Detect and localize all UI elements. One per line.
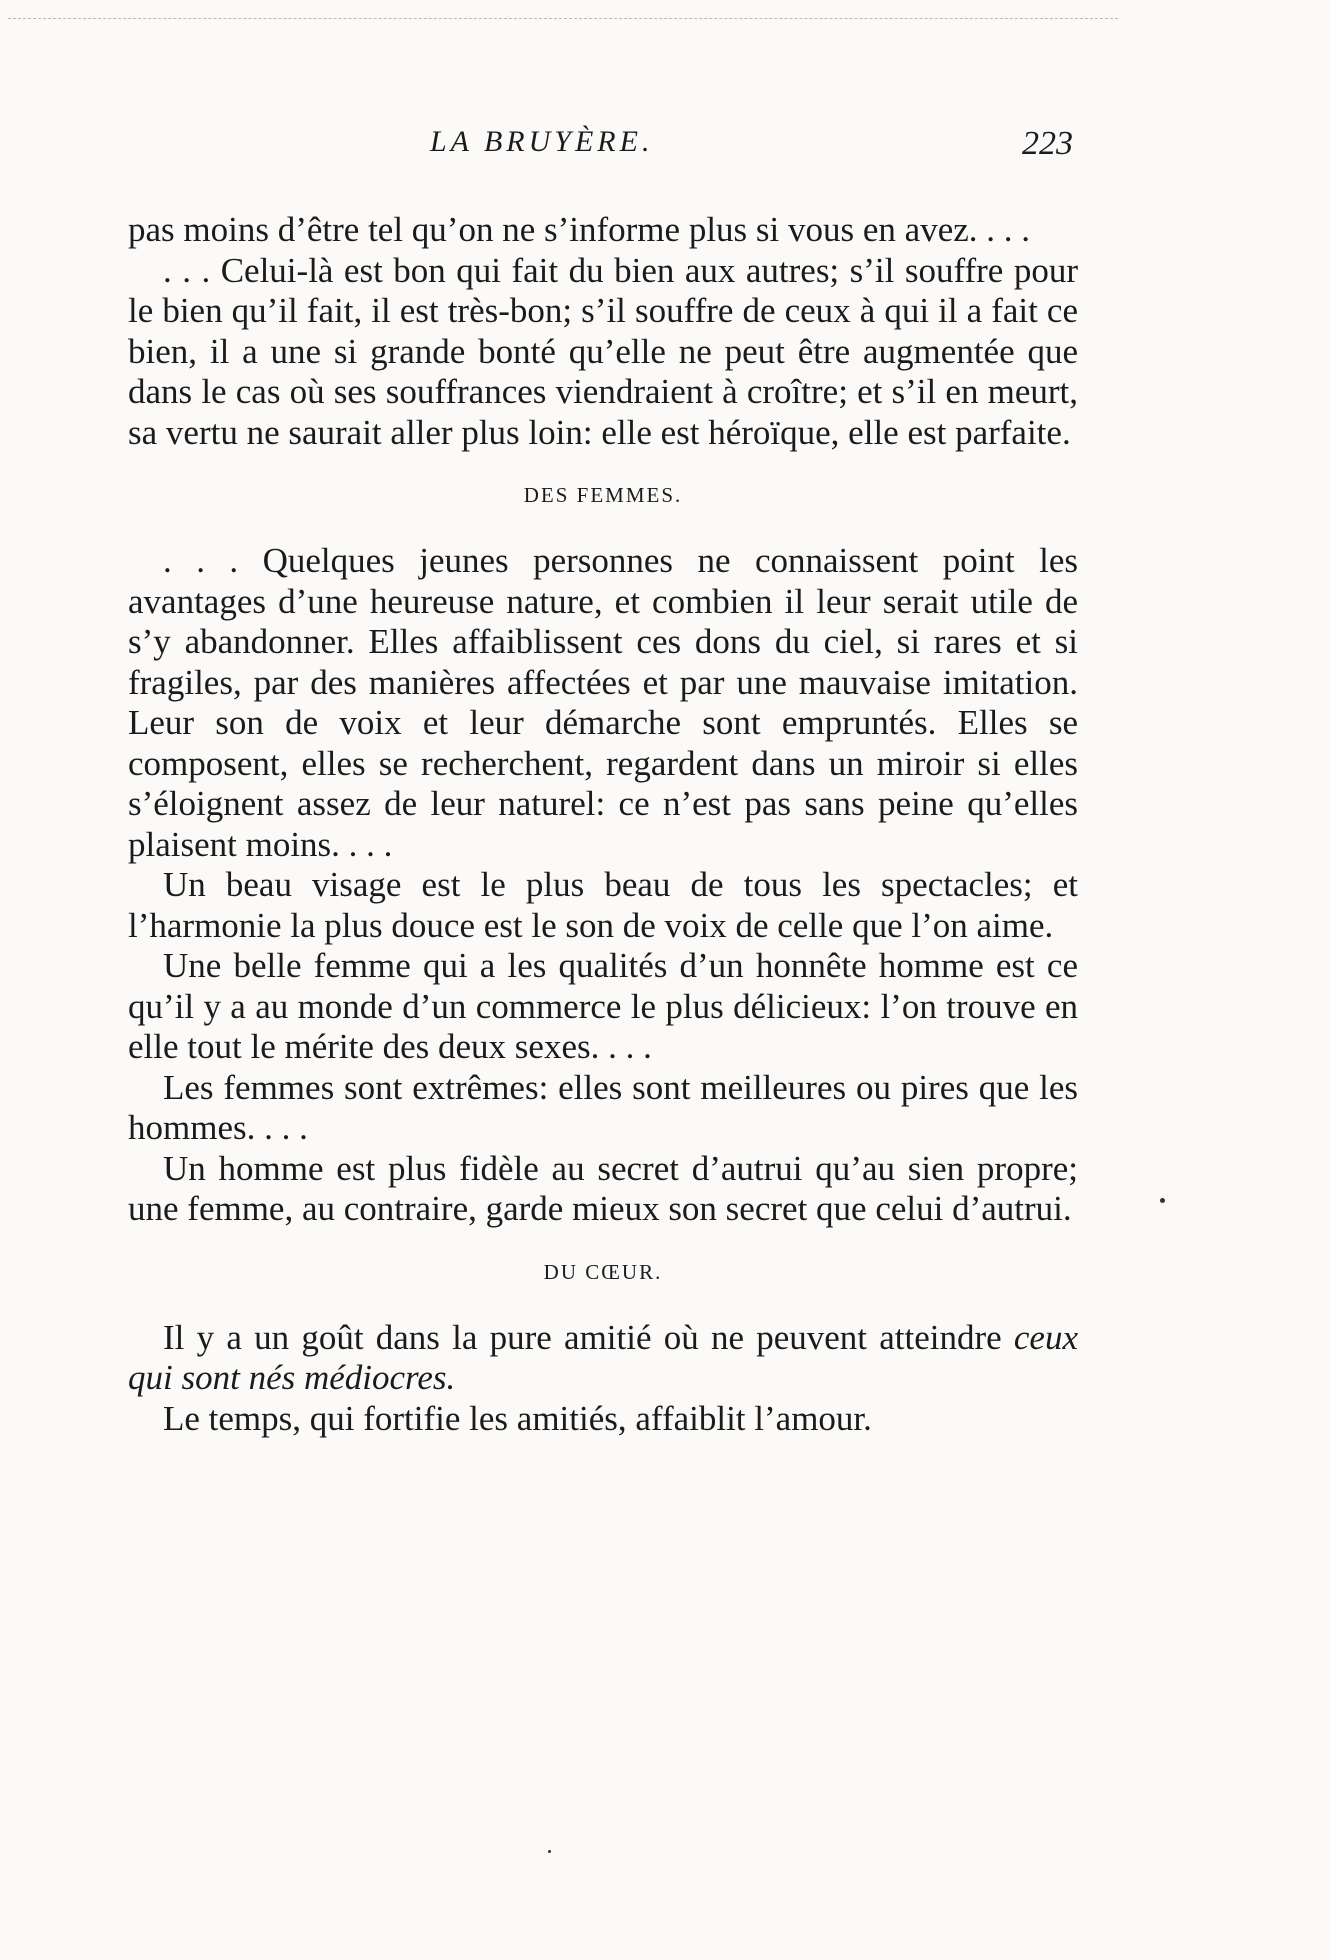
paragraph: Une belle femme qui a les qualités d’un honnête homme est ce qu’il y a au monde d’un commerce le plus délicieux: l’on trouve en elle tout le mérite des deux sexes. . . .: [128, 946, 1078, 1066]
paragraph: . . . Celui-là est bon qui fait du bien aux autres; s’il souffre pour le bien qu’il fait, il est très-bon; s’il souffre de ceux à qui il a fait ce bien, il a une si grande bonté qu’elle ne peut être augmentée que dans le cas où ses souffrances viendraient à croître; et s’il en meurt, sa vertu ne saurait aller plus loin: elle est héroïque, elle est parfaite.: [128, 250, 1078, 452]
section-heading-du-coeur: DU CŒUR.: [543, 1259, 663, 1284]
running-head: [0, 125, 1330, 175]
running-title: LA BRUYÈRE.: [430, 125, 654, 158]
paragraph-text: Il y a un goût dans la pure amitié où ne peuvent atteindre: [163, 1317, 1014, 1357]
paragraph: Le temps, qui fortifie les amitiés, affaiblit l’amour.: [163, 1398, 872, 1438]
page-body: [128, 210, 1078, 1439]
paragraph: Les femmes sont extrêmes: elles sont meilleures ou pires que les hommes. . . .: [128, 1067, 1078, 1147]
paragraph: . . . Quelques jeunes personnes ne connaissent point les avantages d’une heureuse nature, et combien il leur serait utile de s’y abandonner. Elles affaiblissent ces dons du ciel, si rares et si fragiles, par des manières affectées et par une mauvaise imitation. Leur son de voix et leur démarche sont empruntés. Elles se composent, elles se recherchent, regardent dans un miroir si elles s’éloignent assez de leur naturel: ce n’est pas sans peine qu’elles plaisent moins. . . .: [128, 541, 1078, 864]
page-edge-rule: [8, 18, 1118, 19]
page-number: 223: [1022, 125, 1073, 162]
ink-speck: [548, 1850, 551, 1853]
section-heading-des-femmes: DES FEMMES.: [523, 483, 683, 507]
paragraph: Un beau visage est le plus beau de tous les spectacles; et l’harmonie la plus douce est le son de voix de celle que l’on aime.: [128, 865, 1078, 945]
italic-phrase: ceux qui sont nés médiocres.: [128, 1317, 1078, 1397]
paragraph: [128, 1318, 1078, 1399]
ink-speck: [1160, 1198, 1165, 1203]
paragraph: Un homme est plus fidèle au secret d’autrui qu’au sien propre; une femme, au contraire, garde mieux son secret que celui d’autrui.: [128, 1148, 1078, 1228]
paragraph: pas moins d’être tel qu’on ne s’informe plus si vous en avez. . . .: [128, 210, 1031, 249]
